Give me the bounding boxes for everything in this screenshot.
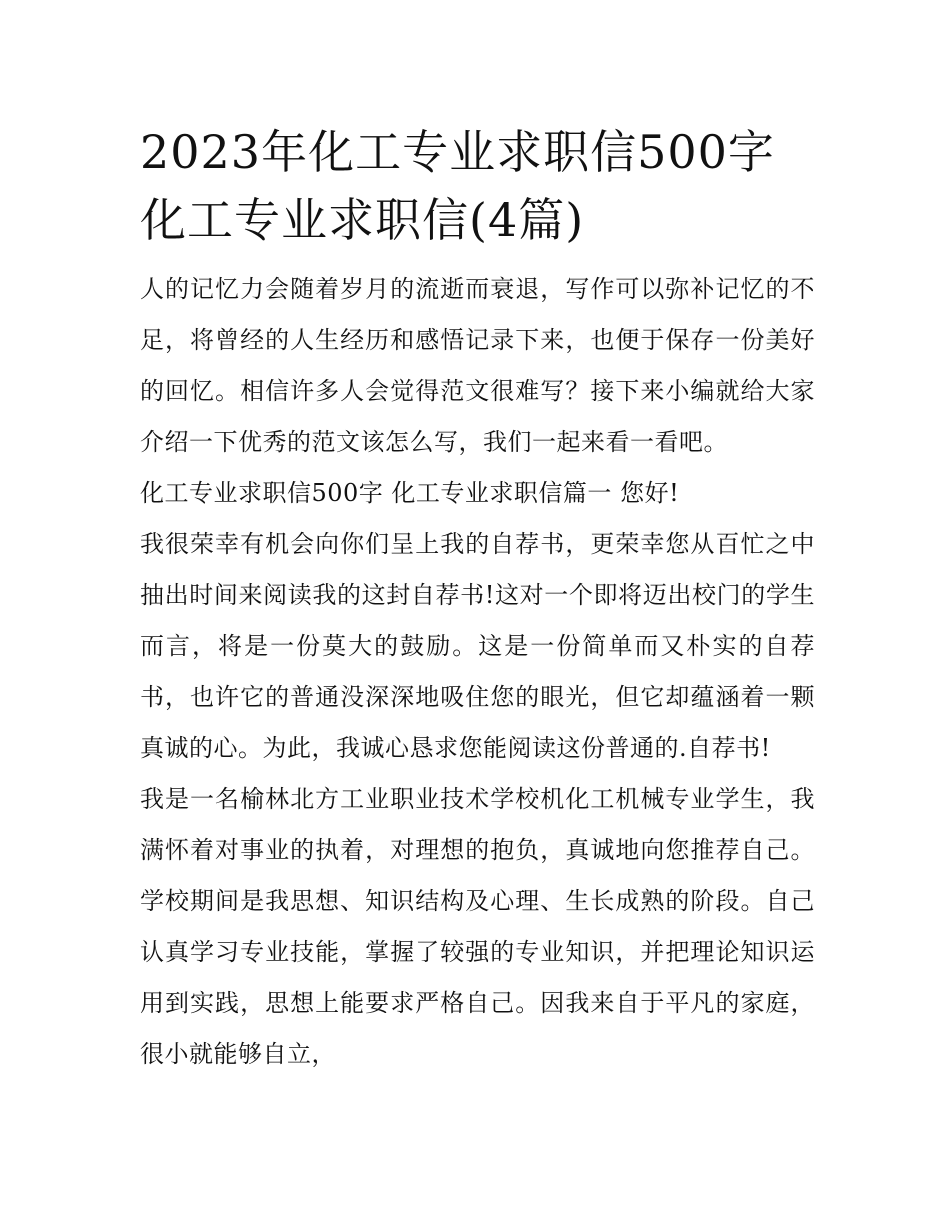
document-title xyxy=(140,118,815,254)
letter-paragraph-2: 我是一名榆林北方工业职业技术学校机化工机械专业学生，我满怀着对事业的执着，对理想的抱负，真诚地向您推荐自己。学校期间是我思想、知识结构及心理、生长成熟的阶段。自己认真学习专业技能，掌握了较强的专业知识，并把理论知识运用到实践，思想上能要求严格自己。因我来自于平凡的家庭，很小就能够自立， xyxy=(140,785,815,1068)
letter-paragraph-1: 我很荣幸有机会向你们呈上我的自荐书，更荣幸您从百忙之中抽出时间来阅读我的这封自荐书!这对一个即将迈出校门的学生而言，将是一份莫大的鼓励。这是一份简单而又朴实的自荐书，也许它的普通没深深地吸住您的眼光，但它却蕴涵着一颗真诚的心。为此，我诚心恳求您能阅读这份普通的.自荐书! xyxy=(140,530,815,762)
document-body xyxy=(140,264,815,1080)
document-page xyxy=(140,118,815,1080)
title-line-2: 化工专业求职信(4篇) xyxy=(140,193,585,247)
section-heading-paragraph: 化工专业求职信500字 化工专业求职信篇一 您好! xyxy=(140,479,680,507)
intro-paragraph: 人的记忆力会随着岁月的流逝而衰退，写作可以弥补记忆的不足，将曾经的人生经历和感悟记录下来，也便于保存一份美好的回忆。相信许多人会觉得范文很难写？接下来小编就给大家介绍一下优秀的范文该怎么写，我们一起来看一看吧。 xyxy=(140,275,815,456)
title-line-1: 2023年化工专业求职信500字 xyxy=(140,125,775,179)
